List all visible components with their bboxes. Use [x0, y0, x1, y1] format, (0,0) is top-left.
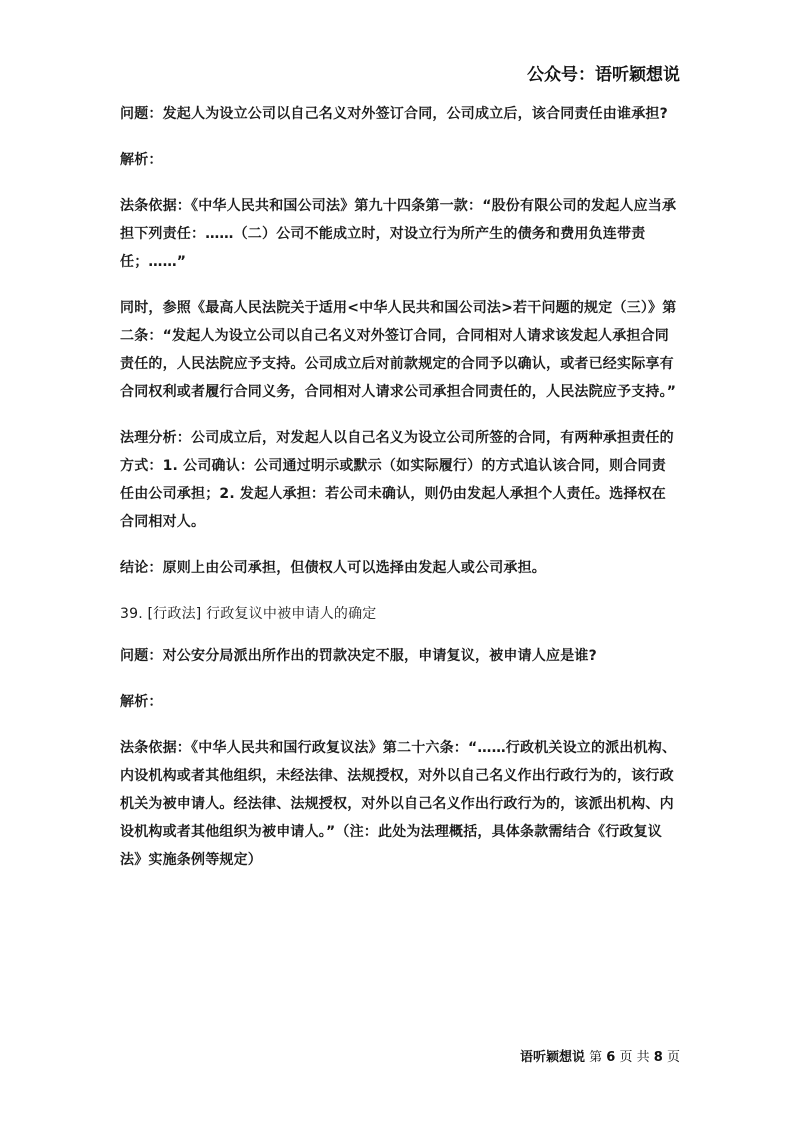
header-title: 公众号：语听颖想说: [527, 65, 680, 85]
question-paragraph: 问题：发起人为设立公司以自己名义对外签订合同，公司成立后，该合同责任由谁承担?: [120, 106, 668, 122]
legal-basis-paragraph: 法条依据：《中华人民共和国公司法》第九十四条第一款：“股份有限公司的发起人应当承担下列责任：……（二）公司不能成立时，对设立行为所产生的债务和费用负连带责任；……”: [120, 198, 677, 270]
legal-basis-paragraph: 法条依据：《中华人民共和国行政复议法》第二十六条：“……行政机关设立的派出机构、内设机构或者其他组织，未经法律、法规授权，对外以自己名义作出行政行为的，该行政机关为被申请人。经法律、法规授权，对外以自己名义作出行政行为的，该派出机构、内设机构或者其他组织为被申请人。”（注：此处为法理概括，具体条款需结合《行政复议法》实施条例等规定）: [120, 740, 677, 868]
footer-page-number: 6: [606, 1050, 616, 1065]
footer-brand: 语听颖想说: [519, 1050, 585, 1065]
analysis-label: 解析：: [120, 694, 163, 710]
footer-total-pages: 8: [653, 1050, 663, 1065]
question-paragraph: 问题：对公安分局派出所作出的罚款决定不服，申请复议，被申请人应是谁?: [120, 648, 597, 664]
conclusion-paragraph: 结论：原则上由公司承担，但债权人可以选择由发起人或公司承担。: [120, 560, 546, 576]
reference-paragraph: 同时，参照《最高人民法院关于适用<中华人民共和国公司法>若干问题的规定（三）》第二条：“发起人为设立公司以自己名义对外签订合同，合同相对人请求该发起人承担合同责任的，人民法院应予支持。公司成立后对前款规定的合同予以确认，或者已经实际享有合同权利或者履行合同义务，合同相对人请求公司承担合同责任的，人民法院应予支持。”: [120, 300, 677, 400]
analysis-label: 解析：: [120, 152, 163, 168]
section-heading: 39. [行政法] 行政复议中被申请人的确定: [120, 606, 377, 622]
footer-ye: 页: [619, 1050, 633, 1065]
footer-di: 第: [589, 1050, 603, 1065]
legal-analysis-paragraph: 法理分析：公司成立后，对发起人以自己名义为设立公司所签的合同，有两种承担责任的方式：1. 公司确认：公司通过明示或默示（如实际履行）的方式追认该合同，则合同责任由公司承担；2. 发起人承担：若公司未确认，则仍由发起人承担个人责任。选择权在合同相对人。: [120, 430, 674, 530]
page-footer: [520, 1046, 680, 1065]
footer-ye: 页: [666, 1050, 680, 1065]
footer-gong: 共: [636, 1050, 650, 1065]
document-body: [120, 100, 680, 892]
